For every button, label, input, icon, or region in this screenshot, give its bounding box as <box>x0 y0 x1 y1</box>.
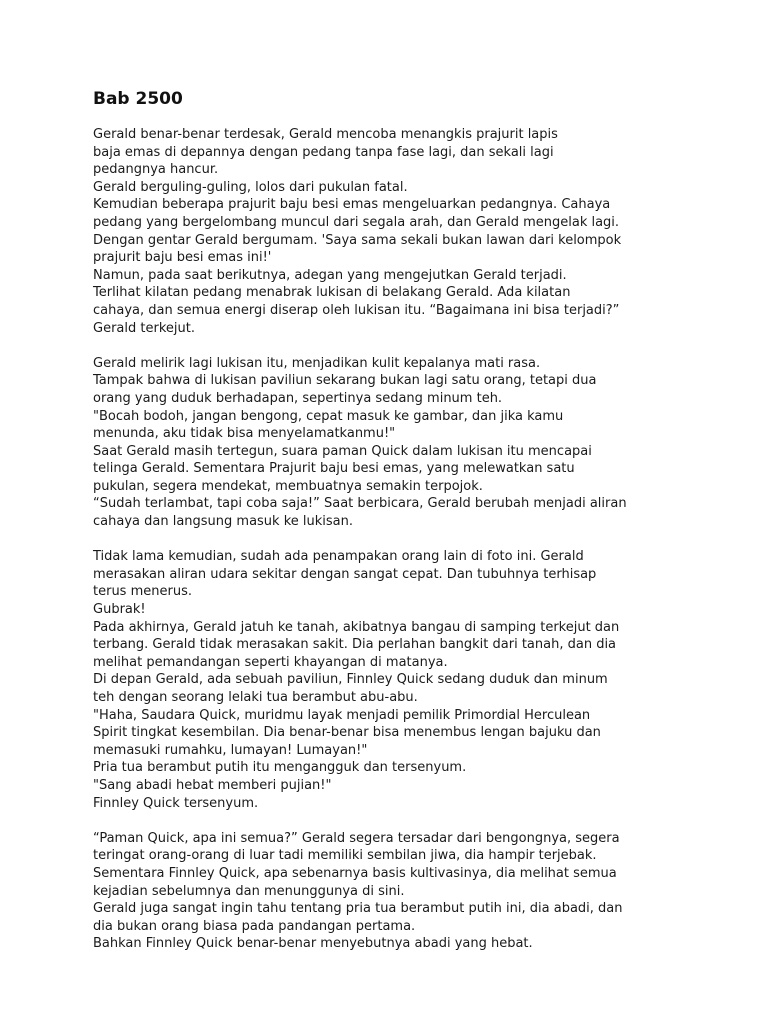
text-line: baja emas di depannya dengan pedang tanpa fase lagi, dan sekali lagi <box>93 144 554 160</box>
paragraph-gap <box>93 531 733 549</box>
text-line: teringat orang-orang di luar tadi memiliki sembilan jiwa, dia hampir terjebak. <box>93 848 597 864</box>
text-line: pedangnya hancur. <box>93 162 219 178</box>
text-line: “Sudah terlambat, tapi coba saja!” Saat berbicara, Gerald berubah menjadi aliran <box>93 496 627 512</box>
paragraph-gap <box>93 337 733 355</box>
text-line: terbang. Gerald tidak merasakan sakit. Dia perlahan bangkit dari tanah, dan dia <box>93 637 617 653</box>
text-line: "Bocah bodoh, jangan bengong, cepat masuk ke gambar, dan jika kamu <box>93 408 564 424</box>
text-line: “Paman Quick, apa ini semua?” Gerald segera tersadar dari bengongnya, segera <box>93 830 620 846</box>
text-line: Pria tua berambut putih itu mengangguk dan tersenyum. <box>93 760 467 776</box>
text-line: Dengan gentar Gerald bergumam. 'Saya sama sekali bukan lawan dari kelompok <box>93 232 622 248</box>
text-line: telinga Gerald. Sementara Prajurit baju besi emas, yang melewatkan satu <box>93 461 575 477</box>
paragraph-gap <box>93 812 733 830</box>
text-line: Di depan Gerald, ada sebuah paviliun, Finnley Quick sedang duduk dan minum <box>93 672 608 688</box>
text-line: orang yang duduk berhadapan, sepertinya sedang minum teh. <box>93 390 503 406</box>
text-line: "Haha, Saudara Quick, muridmu layak menjadi pemilik Primordial Herculean <box>93 707 591 723</box>
paragraph <box>93 830 733 953</box>
text-line: Spirit tingkat kesembilan. Dia benar-benar bisa menembus lengan bajuku dan <box>93 725 601 741</box>
text-line: cahaya dan langsung masuk ke lukisan. <box>93 514 354 530</box>
text-line: Gerald melirik lagi lukisan itu, menjadikan kulit kepalanya mati rasa. <box>93 355 541 371</box>
text-line: Terlihat kilatan pedang menabrak lukisan di belakang Gerald. Ada kilatan <box>93 285 571 301</box>
paragraph <box>93 126 733 337</box>
text-line: Kemudian beberapa prajurit baju besi emas mengeluarkan pedangnya. Cahaya <box>93 197 611 213</box>
chapter-title: Bab 2500 <box>93 89 183 109</box>
text-line: Tampak bahwa di lukisan paviliun sekarang bukan lagi satu orang, tetapi dua <box>93 373 597 389</box>
text-line: "Sang abadi hebat memberi pujian!" <box>93 777 332 793</box>
text-line: Sementara Finnley Quick, apa sebenarnya basis kultivasinya, dia melihat semua <box>93 865 617 881</box>
paragraph <box>93 355 733 531</box>
text-line: Gerald benar-benar terdesak, Gerald mencoba menangkis prajurit lapis <box>93 127 558 142</box>
text-line: Gerald berguling-guling, lolos dari pukulan fatal. <box>93 179 408 195</box>
text-line: dia bukan orang biasa pada pandangan pertama. <box>93 918 416 934</box>
text-line: Bahkan Finnley Quick benar-benar menyebutnya abadi yang hebat. <box>93 936 533 952</box>
text-line: kejadian sebelumnya dan menunggunya di sini. <box>93 883 405 899</box>
paragraph <box>93 548 733 812</box>
text-line: menunda, aku tidak bisa menyelamatkanmu!" <box>93 426 396 442</box>
text-line: cahaya, dan semua energi diserap oleh lukisan itu. “Bagaimana ini bisa terjadi?” <box>93 302 620 318</box>
text-line: terus menerus. <box>93 584 192 600</box>
text-line: Saat Gerald masih tertegun, suara paman Quick dalam lukisan itu mencapai <box>93 443 592 459</box>
text-line: pedang yang bergelombang muncul dari segala arah, dan Gerald mengelak lagi. <box>93 214 620 230</box>
chapter-body <box>93 126 733 953</box>
text-line: Pada akhirnya, Gerald jatuh ke tanah, akibatnya bangau di samping terkejut dan <box>93 619 620 635</box>
text-line: memasuki rumahku, lumayan! Lumayan!" <box>93 742 368 758</box>
text-line: Gerald juga sangat ingin tahu tentang pria tua berambut putih ini, dia abadi, dan <box>93 901 623 917</box>
text-line: teh dengan seorang lelaki tua berambut abu-abu. <box>93 690 418 705</box>
text-line: Namun, pada saat berikutnya, adegan yang mengejutkan Gerald terjadi. <box>93 267 567 283</box>
text-line: Gubrak! <box>93 602 146 618</box>
text-line: merasakan aliran udara sekitar dengan sangat cepat. Dan tubuhnya terhisap <box>93 566 597 582</box>
text-line: melihat pemandangan seperti khayangan di matanya. <box>93 654 448 670</box>
text-line: Finnley Quick tersenyum. <box>93 795 259 811</box>
text-line: Tidak lama kemudian, sudah ada penampakan orang lain di foto ini. Gerald <box>93 549 584 565</box>
text-line: Gerald terkejut. <box>93 320 195 336</box>
text-line: pukulan, segera mendekat, membuatnya semakin terpojok. <box>93 478 483 494</box>
text-line: prajurit baju besi emas ini!' <box>93 250 272 266</box>
